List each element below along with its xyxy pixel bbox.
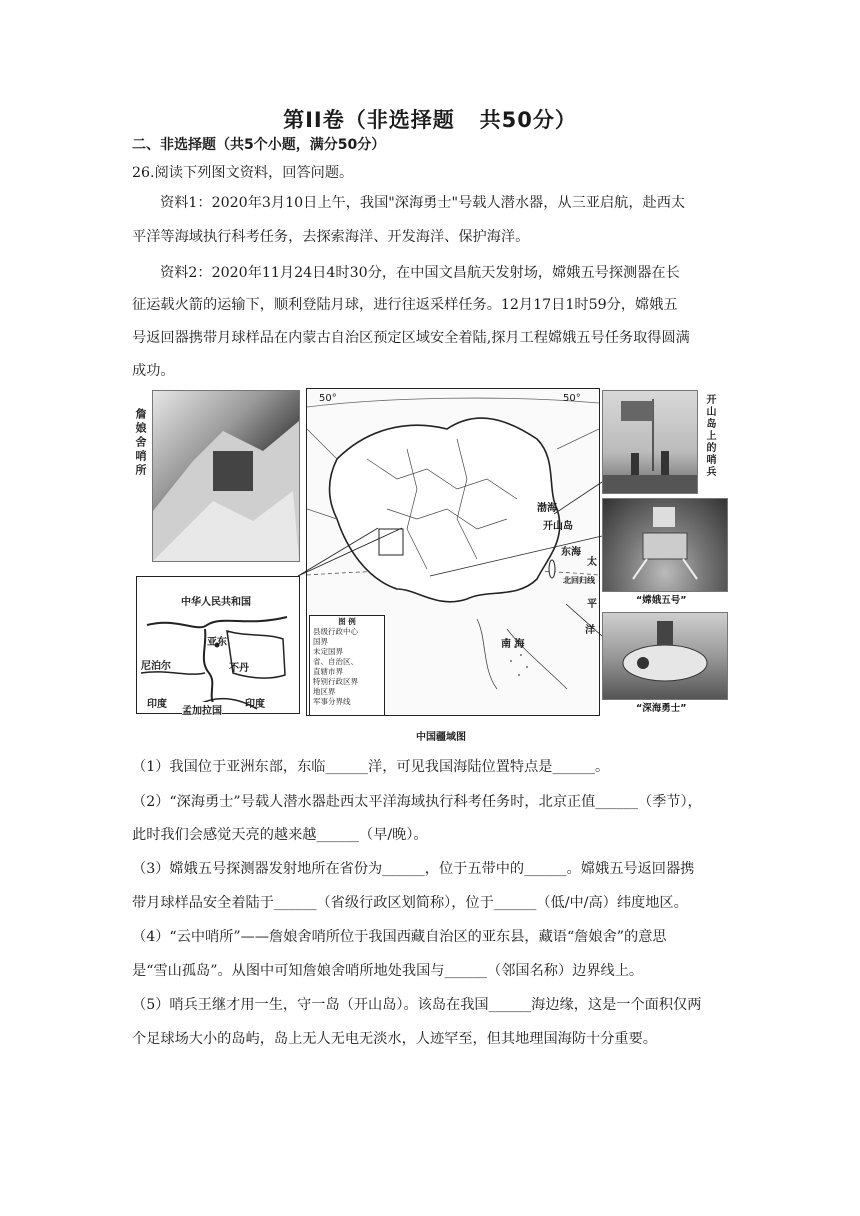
map-label-tropic: 北回归线 — [563, 576, 595, 585]
inset-label-india-2: 印度 — [245, 699, 265, 710]
subquestion-3: （3）嫦娥五号探测器发射地所在省份为______，位于五带中的______。嫦娥五号返回器携 — [132, 861, 695, 877]
figure-caption: 中国疆域图 — [416, 732, 466, 743]
inset-label-nepal: 尼泊尔 — [141, 661, 171, 672]
map-label-yang: 洋 — [585, 625, 595, 636]
material2-line-4: 成功。 — [132, 363, 175, 379]
subquestion-5-cont: 个足球场大小的岛屿，岛上无人无电无淡水，人迹罕至，但其地理国海防十分重要。 — [132, 1031, 657, 1047]
legend-item: 县级行政中心 — [313, 627, 358, 636]
legend-item: 直辖市界 — [313, 667, 343, 676]
kaishan-photo-label: 开山岛上的哨兵 — [704, 394, 715, 478]
material2-line-1: 资料2：2020年11月24日4时30分，在中国文昌航天发射场，嫦娥五号探测器在长 — [160, 265, 680, 281]
map-label-lat50-right: 50° — [563, 393, 581, 404]
material2-line-2: 征运载火箭的运输下，顺利登陆月球，进行往返采样任务。12月17日1时59分，嫦娥五 — [132, 297, 678, 313]
inset-label-yadong: 亚东 — [207, 637, 227, 648]
legend-item: 省、自治区、 — [313, 657, 358, 666]
subquestion-4: （4）“云中哨所”——詹娘舍哨所位于我国西藏自治区的亚东县，藏语“詹娘舍”的意思 — [132, 929, 667, 945]
subquestion-4-cont: 是“雪山孤岛”。从图中可知詹娘舍哨所地处我国与______（邻国名称）边界线上。 — [132, 963, 644, 979]
map-label-lat50-left: 50° — [319, 393, 337, 404]
material1-line-1: 资料1：2020年3月10日上午，我国"深海勇士"号载人潜水器，从三亚启航，赴西太 — [160, 195, 686, 211]
question-intro: 26.阅读下列图文资料，回答问题。 — [132, 165, 354, 181]
inset-label-bhutan: 不丹 — [229, 663, 249, 674]
deep-sea-warrior-photo — [602, 612, 728, 700]
legend-item: 军事分界线 — [313, 697, 351, 706]
subquestion-3-cont: 带月球样品安全着陆于______（省级行政区划简称），位于______（低/中/高）纬度地区。 — [132, 895, 688, 911]
inset-label-india-1: 印度 — [147, 699, 167, 710]
inset-label-prc: 中华人民共和国 — [181, 597, 251, 608]
subquestion-1: （1）我国位于亚洲东部，东临______洋，可见我国海陆位置特点是______。 — [132, 759, 610, 775]
legend-item: 地区界 — [313, 687, 336, 696]
map-label-donghai: 东海 — [561, 547, 581, 558]
subquestion-2-cont: 此时我们会感觉天亮的越来越______（早/晚）。 — [132, 827, 428, 843]
left-photo-label: 詹娘舍哨所 — [134, 408, 147, 478]
kaishan-island-photo — [602, 390, 698, 494]
map-label-ping: 平 — [587, 599, 597, 610]
change5-caption: “嫦娥五号” — [636, 595, 687, 606]
material2-line-3: 号返回器携带月球样品在内蒙古自治区预定区域安全着陆,探月工程嫦娥五号任务取得圆满 — [132, 330, 690, 346]
legend-item: 国界 — [313, 637, 328, 646]
map-label-bohai: 渤海 — [537, 503, 557, 514]
deep-sea-warrior-caption: “深海勇士” — [636, 703, 687, 714]
legend-item: 特别行政区界 — [313, 677, 358, 686]
change5-photo — [602, 498, 728, 592]
page-title: 第II卷（非选择题 共50分） — [283, 108, 577, 132]
map-label-tai: 太 — [587, 557, 597, 568]
figure — [130, 386, 730, 746]
section-heading: 二、非选择题（共5个小题，满分50分） — [132, 137, 386, 153]
map-label-nanhai: 南 海 — [501, 639, 525, 650]
subquestion-2: （2）“深海勇士”号载人潜水器赴西太平洋海域执行科考任务时，北京正值______（季节）， — [132, 794, 702, 810]
legend-item: 未定国界 — [313, 647, 343, 656]
subquestion-5: （5）哨兵王继才用一生，守一岛（开山岛）。该岛在我国______海边缘，这是一个面积仅两 — [132, 997, 702, 1013]
material1-line-2: 平洋等海域执行科考任务，去探索海洋、开发海洋、保护海洋。 — [132, 229, 530, 245]
inset-label-bangladesh: 孟加拉国 — [182, 702, 222, 717]
map-label-kaishandao: 开山岛 — [543, 521, 573, 532]
legend-title: 图 例 — [338, 617, 356, 626]
